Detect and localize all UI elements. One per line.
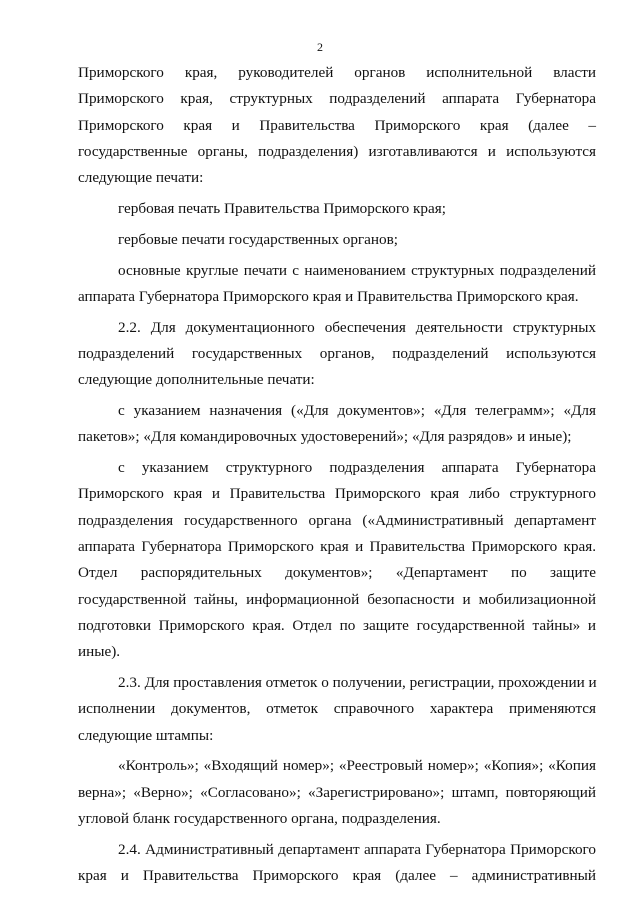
text-line: исполнении документов, отметок справочного характера применяются [78, 700, 596, 718]
text-line: 2.2. Для документационного обеспечения деятельности структурных [118, 318, 596, 336]
text-line: государственной тайны, информационной безопасности и мобилизационной [78, 590, 596, 608]
text-line: следующие печати: [78, 169, 204, 187]
text-line: следующие дополнительные печати: [78, 371, 315, 389]
text-line: Приморского края, руководителей органов исполнительной власти [78, 64, 596, 81]
text-line: Отдел распорядительных документов»; «Департамент по защите [78, 564, 596, 582]
text-line: пакетов»; «Для командировочных удостоверений»; «Для разрядов» и иные); [78, 428, 572, 446]
text-line: края и Правительства Приморского края (далее – административный [78, 867, 596, 885]
text-line: с указанием назначения («Для документов»; «Для телеграмм»; «Для [118, 402, 596, 420]
text-line: «Контроль»; «Входящий номер»; «Реестровый номер»; «Копия»; «Копия [118, 757, 596, 775]
text-line: с указанием структурного подразделения аппарата Губернатора [118, 459, 596, 477]
text-line: Приморского края и Правительства Приморского края (далее – [78, 116, 596, 134]
text-line: 2.4. Административный департамент аппарата Губернатора Приморского [118, 840, 596, 858]
text-line: аппарата Губернатора Приморского края и Правительства Приморского края. [78, 287, 579, 305]
text-line: подготовки Приморского края. Отдел по защите государственной тайны» и [78, 616, 596, 634]
text-line: гербовая печать Правительства Приморского края; [118, 199, 446, 217]
text-line: 2.3. Для проставления отметок о получении, регистрации, прохождении и [118, 674, 597, 692]
text-line: следующие штампы: [78, 726, 214, 744]
text-line: Приморского края и Правительства Приморского края либо структурного [78, 485, 596, 503]
text-line: иные). [78, 643, 121, 661]
text-line: угловой бланк государственного органа, подразделения. [78, 810, 441, 828]
text-line: верна»; «Верно»; «Согласовано»; «Зарегистрировано»; штамп, повторяющий [78, 783, 596, 801]
text-line: подразделения государственного органа («Административный департамент [78, 511, 596, 529]
text-line: гербовые печати государственных органов; [118, 230, 399, 248]
body-text [78, 60, 596, 889]
text-line: подразделений государственных органов, подразделений используются [78, 344, 596, 362]
text-line: аппарата Губернатора Приморского края и Правительства Приморского края. [78, 538, 596, 556]
text-line: Приморского края, структурных подразделений аппарата Губернатора [78, 90, 596, 108]
page-number: 2 [317, 40, 323, 54]
text-line: основные круглые печати с наименованием структурных подразделений [118, 261, 596, 279]
text-line: государственные органы, подразделения) изготавливаются и используются [78, 142, 596, 160]
